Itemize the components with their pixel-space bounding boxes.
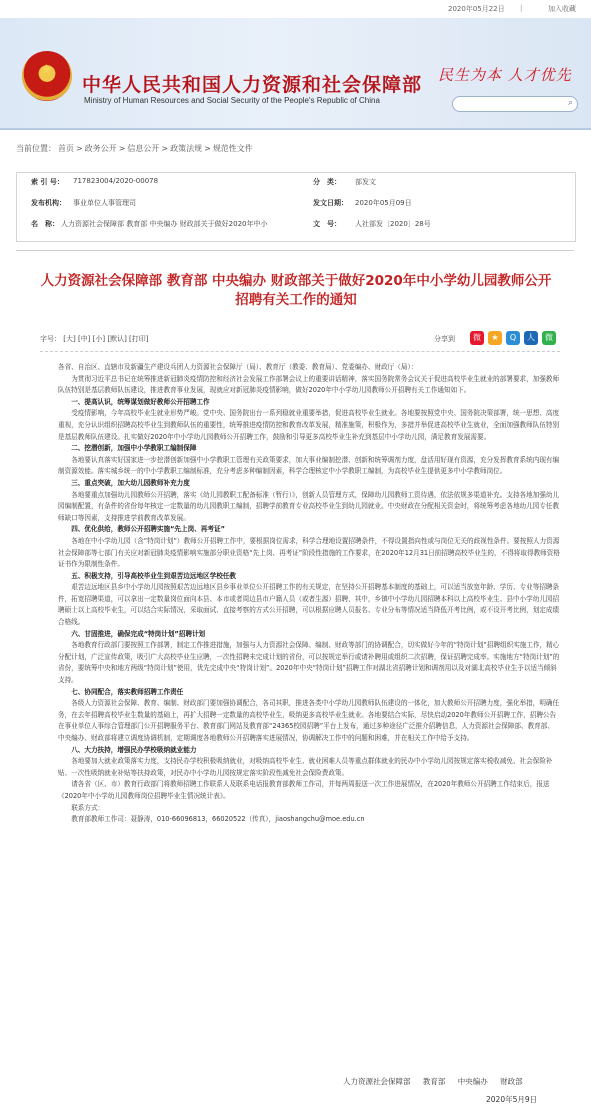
paragraph: 受疫情影响，今年高校毕业生就业形势严峻。党中央、国务院出台一系列稳就业重要举措，促进高校毕业生就业。各地要按照党中央、国务院决策部署，统一思想、高度重视，充分认识组织招聘高校毕业生到教师队伍的重要性，统筹推进疫情防控和教育改革发展，精准施策，积极作为，多措并举促进高校毕业生就业，全面加强教师队伍特别是基层教师队伍建设。扎实做好2020年中小学幼儿园教师公开招聘工作，鼓励和引导更多高校毕业生补充到基层中小学幼儿园，满足教育发展需要。 bbox=[58, 409, 560, 441]
section-heading: 一、提高认识，统筹谋划做好教师公开招聘工作 bbox=[71, 397, 210, 406]
signature-org: 教育部 bbox=[422, 1077, 446, 1086]
paragraph: 各地要重点加强幼儿园教师公开招聘，落实《幼儿园教职工配备标准（暂行）》，创新人员管理方式，保障幼儿园教师工资待遇，依法依规多渠道补充。支持各地加强幼儿园编制配置，有条件的省份每年核定一定数量的幼儿园教职工编制，招聘学前教育专业高校毕业生到幼儿园就业。中央财政在分配相关资金时，将统筹考虑各地幼儿园专任教师缺口等因素，支持推进学前教育改革发展。 bbox=[58, 490, 560, 522]
font-size-default[interactable]: [默认] bbox=[107, 335, 127, 343]
font-size-label: 字号： bbox=[40, 335, 61, 343]
paragraph: 各地在中小学幼儿园（含“特岗计划”）教师公开招聘工作中，要根据岗位需求，科学合理地设置招聘条件，不得设置指向性或与岗位无关的歧视性条件。要按照人力资源社会保障部等七部门有关应对新冠肺炎疫情影响实施部分职业资格“先上岗、再考证”阶段性措施的工作要求，在2020年12月31日前招聘高校毕业生的，不得将取得教师资格证书作为限制性条件。 bbox=[58, 536, 560, 569]
print-button[interactable]: [打印] bbox=[129, 335, 149, 343]
document-body bbox=[58, 362, 560, 826]
section-divider bbox=[16, 250, 574, 251]
renren-icon[interactable]: 人 bbox=[524, 331, 538, 345]
breadcrumb-link[interactable]: 首页 bbox=[58, 144, 74, 153]
document-metadata-table bbox=[16, 172, 576, 242]
meta-docno-label: 文 号： bbox=[313, 220, 341, 228]
breadcrumb-link[interactable]: 规范性文件 bbox=[212, 144, 253, 153]
paragraph: 艰苦边远地区县乡中小学幼儿园按照艰苦边远地区县乡事业单位公开招聘工作的有关规定，在坚持公开招聘基本制度的基础上，可以适当放宽年龄、学历、专业等招聘条件，拓宽招聘渠道，可以拿出一定数量岗位面向本县、本市或者周边县市户籍人员（或者生源）招聘，其中，乡镇中小学幼儿园招聘本科以上高校毕业生、县中小学幼儿园招聘硕士以上高校毕业生，可以结合实际情况，采取面试、直接考察的方式公开招聘，可以根据应聘人员报名、专业分布等情况适当降低开考比例，或不设开考比例，划定成绩合格线。 bbox=[58, 583, 560, 627]
article-toolbar bbox=[40, 331, 560, 347]
paragraph: 各地要加大就业政策落实力度，支持民办学校积极吸纳就业，对吸纳高校毕业生、就业困难人员等重点群体就业的民办中小学幼儿园按规定落实税收减免、社会保险补贴、一次性吸纳就业补贴等扶持政策，对民办中小学幼儿园按规定落实阶段性减免社会保险费政策。 bbox=[58, 757, 553, 777]
breadcrumb-label: 当前位置： bbox=[16, 144, 56, 153]
font-size-medium[interactable]: [中] bbox=[77, 335, 91, 343]
meta-org-value: 事业单位人事管理司 bbox=[73, 199, 136, 207]
site-slogan: 民生为本 人才优先 bbox=[438, 66, 572, 84]
paragraph: 联系方式： bbox=[71, 803, 105, 812]
site-title-en: Ministry of Human Resources and Social Security of the People's Republic of China bbox=[84, 96, 380, 105]
top-bar bbox=[0, 0, 591, 18]
top-separator: | bbox=[520, 4, 523, 12]
section-heading: 四、优化供给，教师公开招聘实施“先上岗、再考证” bbox=[71, 525, 225, 534]
section-heading: 八、大力扶持，增强民办学校吸纳就业能力 bbox=[71, 745, 197, 754]
toolbar-divider bbox=[40, 351, 560, 352]
qq-icon[interactable]: Q bbox=[506, 331, 520, 345]
paragraph: 各地教育行政部门要按照工作部署，制定工作推进措施，加强与人力资源社会保障、编制、财政等部门的协调配合，切实做好今年的“特岗计划”招聘组织实施工作，精心分配计划，广泛宣传政策，吸引广大高校毕业生应聘，一次性招聘未完成计划的省份，可以按规定举行或请补聘用或组织二次招聘，保证招聘完成率。实施地方“特岗计划”的省份，要统筹中央和地方两级“特岗计划”使用，优先完成中央“特岗计划”。2020年中央“特岗计划”招聘工作对湖北省招聘计划和调剂用以及对湖北高校毕业生予以适当倾斜支持。 bbox=[58, 641, 560, 685]
wechat-icon[interactable]: 微 bbox=[542, 331, 556, 345]
paragraph: 各级人力资源社会保障、教育、编制、财政部门要加强协调配合，各司其职，推进各类中小学幼儿园教师队伍建设的一体化，加大教师公开招聘力度，强化举措，明确任务，在去年招聘高校毕业生数量的基础上，再扩大招聘一定数量的高校毕业生，吸纳更多高校毕业生就业。各地要结合实际，尽快启动2020年教师公开招聘工作，招聘公告在事业单位人事综合管理部门公开招聘服务平台、教育部门网站及教育部“24365校园招聘”平台上发布，通过多种途径广泛推介招聘信息，人力资源社会保障部、教育部、中央编办、财政部将建立调度协调机制，定期调度各地教师公开招聘落实进展情况，协调解决工作中的问题和困难，并在相关工作中给予支持。 bbox=[58, 699, 560, 742]
section-heading: 七、协同配合，落实教师招聘工作责任 bbox=[71, 687, 184, 696]
paragraph: 各省、自治区、直辖市及新疆生产建设兵团人力资源社会保障厅（局）、教育厅（教委、教育局）、党委编办、财政厅（局）： bbox=[58, 363, 418, 371]
meta-date-value: 2020年05月09日 bbox=[355, 199, 412, 207]
meta-index-label: 索 引 号： bbox=[31, 178, 64, 186]
section-heading: 二、挖潜创新，加强中小学教职工编制保障 bbox=[71, 444, 197, 453]
meta-index-value: 717823004/2020-00078 bbox=[73, 177, 159, 185]
font-size-large[interactable]: [大] bbox=[63, 335, 76, 343]
meta-docno-value: 人社部发〔2020〕28号 bbox=[355, 220, 431, 228]
meta-name-label: 名 称： bbox=[31, 220, 59, 228]
share-label: 分享到 bbox=[434, 335, 455, 343]
paragraph: 各地要认真落实好国家进一步挖潜创新加强中小学教职工管理有关政策要求，加大事业编制挖潜、创新和统筹调剂力度，盘活用好现有资源，充分发挥教育系统内现有编制资源效能。落实城乡统一的中小学教职工编制标准，充分考虑多种编制因素，科学合理核定中小学教职工编制，为高校毕业生提供更多中小学教师岗位。 bbox=[58, 455, 560, 476]
site-title-cn[interactable]: 中华人民共和国人力资源和社会保障部 bbox=[82, 74, 423, 96]
signature-org: 中央编办 bbox=[457, 1077, 488, 1086]
breadcrumb-link[interactable]: 信息公开 bbox=[127, 144, 160, 153]
breadcrumb-separator: > bbox=[118, 144, 126, 153]
signature-org: 人力资源社会保障部 bbox=[343, 1077, 411, 1086]
breadcrumb-link[interactable]: 政策法规 bbox=[170, 144, 203, 153]
document-title: 人力资源社会保障部 教育部 中央编办 财政部关于做好2020年中小学幼儿园教师公开招聘有关工作的通知 bbox=[40, 273, 552, 308]
section-heading: 五、积极支持，引导高校毕业生到艰苦边远地区学校任教 bbox=[71, 571, 237, 580]
font-size-small[interactable]: [小] bbox=[92, 335, 106, 343]
top-date: 2020年05月22日 bbox=[448, 5, 505, 13]
weibo-icon[interactable]: 微 bbox=[470, 331, 484, 345]
site-header bbox=[0, 18, 591, 130]
font-size-controls bbox=[40, 334, 149, 344]
breadcrumb-separator: > bbox=[204, 144, 211, 153]
search-icon[interactable]: ⌕ bbox=[567, 98, 573, 108]
meta-org-label: 发布机构： bbox=[31, 199, 66, 207]
paragraph: 教育部教师工作司：聂静涛，010-66096813，66020522（传真），jiaoshangchu@moe.edu.cn bbox=[71, 815, 365, 824]
section-heading: 三、重点突破，加大幼儿园教师补充力度 bbox=[71, 478, 190, 487]
signature-orgs bbox=[343, 1076, 533, 1087]
qzone-icon[interactable]: ★ bbox=[488, 331, 502, 345]
search-input[interactable] bbox=[452, 96, 578, 112]
paragraph: 请各省（区、市）教育行政部门将教师招聘工作联系人及联系电话报教育部教师工作司，并每两周报送一次工作进展情况，在2020年教师公开招聘工作结束后，报送《2020年中小学幼儿园教师岗位招聘毕业生情况统计表》。 bbox=[58, 780, 550, 800]
breadcrumb-separator: > bbox=[161, 144, 169, 153]
meta-name-value: 人力资源社会保障部 教育部 中央编办 财政部关于做好2020年中小 bbox=[61, 220, 268, 228]
add-favorite-link[interactable]: 加入收藏 bbox=[548, 5, 576, 13]
section-heading: 六、甘固推进，确保完成“特岗计划”招聘计划 bbox=[71, 629, 206, 638]
breadcrumb-link[interactable]: 政务公开 bbox=[84, 144, 117, 153]
signature-org: 财政部 bbox=[500, 1077, 523, 1086]
national-emblem-icon[interactable]: ★ bbox=[22, 51, 72, 101]
breadcrumb bbox=[16, 143, 255, 154]
meta-category-label: 分 类： bbox=[313, 178, 341, 186]
breadcrumb-separator: > bbox=[76, 144, 83, 153]
signature-date: 2020年5月9日 bbox=[486, 1095, 538, 1104]
meta-category-value: 部发文 bbox=[355, 178, 376, 186]
paragraph: 为贯彻习近平总书记在统筹推进新冠肺炎疫情防控和经济社会发展工作部署会议上的重要讲话精神，落实国务院常务会议关于促进高校毕业生就业的部署要求，加强教师队伍特别是基层教师队伍建设，推进教育事业发展，现就应对新冠肺炎疫情影响，做好2020年中小学幼儿园教师公开招聘有关工作通知如下。 bbox=[58, 374, 560, 395]
meta-date-label: 发文日期： bbox=[313, 199, 348, 207]
